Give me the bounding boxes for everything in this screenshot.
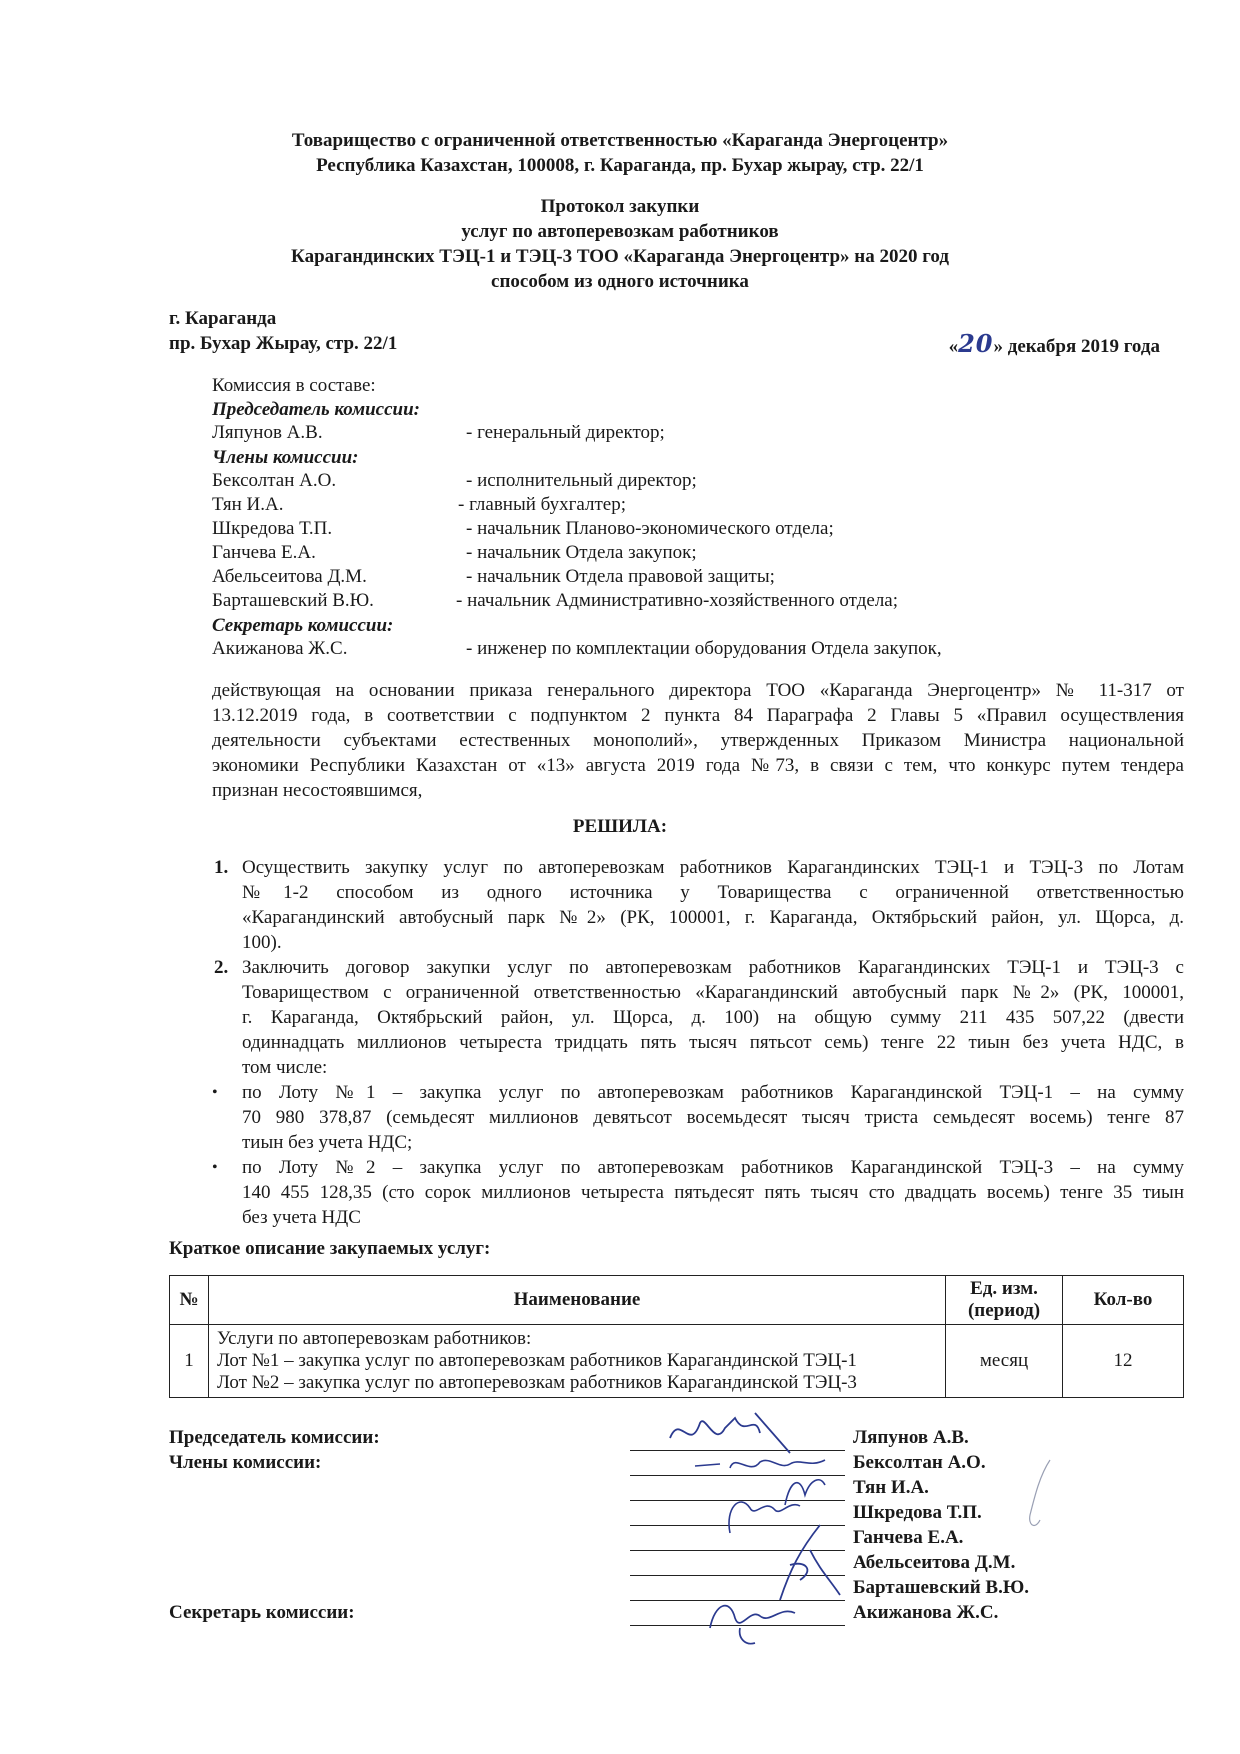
item-line: «Карагандинский автобусный парк №2» (РК, 100001, г. Караганда, Октябрьский район, ул. Щорса, д.	[242, 907, 1184, 928]
member-name: Барташевский В.Ю.	[212, 590, 374, 611]
services-heading: Краткое описание закупаемых услуг:	[169, 1238, 491, 1259]
column-header-unit	[946, 1276, 1063, 1325]
member-name: Тян И.А.	[212, 494, 284, 515]
bullet-icon: •	[212, 1159, 218, 1176]
member-row	[212, 542, 1112, 567]
member-name: Шкредова Т.П.	[212, 518, 333, 539]
item-line: 70 980 378,87 (семьдесят миллионов девятьсот восемьдесят тысяч триста семьдесят восемь) тенге 87	[242, 1107, 1184, 1128]
paragraph-line: действующая на основании приказа генерального директора ТОО «Караганда Энергоцентр» № 11-317 от	[212, 680, 1184, 701]
unit-header-line-2: (период)	[967, 1300, 1041, 1321]
item-line: 140 455 128,35 (сто сорок миллионов четыреста пятьдесят пять тысяч сто двадцать восемь) тенге 35 тиын	[242, 1182, 1184, 1203]
company-line: Товарищество с ограниченной ответственностью «Караганда Энергоцентр»	[291, 130, 949, 151]
address-line: Республика Казахстан, 100008, г. Караганда, пр. Бухар жырау, стр. 22/1	[316, 155, 924, 176]
item-line: по Лоту №2 – закупка услуг по автоперевозкам работников Карагандинской ТЭЦ-3 – на сумму	[242, 1157, 1184, 1178]
member-role: - главный бухгалтер;	[458, 494, 626, 515]
signatory-name: Абельсеитова Д.М.	[853, 1552, 1016, 1573]
item-line: по Лоту №1 – закупка услуг по автоперевозкам работников Карагандинской ТЭЦ-1 – на сумму	[242, 1082, 1184, 1103]
paragraph-line: 13.12.2019 года, в соответствии с подпунктом 2 пункта 84 Параграфа 2 Главы 5 «Правил осуществления	[212, 705, 1184, 726]
decision-heading: РЕШИЛА:	[572, 816, 668, 837]
secretary-heading: Секретарь комиссии:	[212, 615, 394, 636]
member-role: - инженер по комплектации оборудования Отдела закупок,	[466, 638, 942, 659]
name-line: Услуги по автоперевозкам работников:	[217, 1328, 532, 1349]
item-line: №1-2 способом из одного источника у Товарищества с ограниченной ответственностью	[242, 882, 1184, 903]
list-number: 1.	[214, 857, 229, 878]
member-name: Ганчева Е.А.	[212, 542, 316, 563]
item-line: г. Караганда, Октябрьский район, ул. Щорса, д. 100) на общую сумму 211 435 507,22 (двести	[242, 1007, 1184, 1028]
item-line: 100).	[242, 932, 282, 953]
member-role: - начальник Административно-хозяйственного отдела;	[456, 590, 899, 611]
member-role: - начальник Отдела правовой защиты;	[466, 566, 775, 587]
cell-name	[209, 1325, 946, 1398]
table-row	[170, 1325, 1184, 1398]
decision-item	[214, 855, 1184, 955]
signatory-name: Ляпунов А.В.	[853, 1427, 969, 1448]
secretary-row	[212, 638, 1112, 663]
member-role: - начальник Планово-экономического отдела;	[466, 518, 834, 539]
lot-item	[212, 1080, 1184, 1155]
list-number: 2.	[214, 957, 229, 978]
member-row	[212, 470, 1112, 495]
member-role: - начальник Отдела закупок;	[466, 542, 697, 563]
document-header	[0, 128, 1240, 178]
member-name: Ляпунов А.В.	[212, 422, 323, 443]
unit-header-line-1: Ед. изм.	[970, 1278, 1038, 1299]
lot-item	[212, 1155, 1184, 1230]
signatory-name: Шкредова Т.П.	[853, 1502, 982, 1523]
basis-paragraph	[212, 678, 1184, 803]
signatory-name: Барташевский В.Ю.	[853, 1577, 1030, 1598]
member-row	[212, 590, 1112, 615]
place-city: г. Караганда	[169, 308, 277, 329]
member-row	[212, 494, 1112, 519]
paragraph-line: экономики Республики Казахстан от «13» августа 2019 года №73, в связи с тем, что конкурс путем тендера	[212, 755, 1184, 776]
commission-intro: Комиссия в составе:	[212, 375, 376, 396]
services-table	[169, 1275, 1184, 1398]
date-open-quote: «	[948, 336, 959, 357]
member-role: - генеральный директор;	[466, 422, 665, 443]
date-day-handwritten: 20	[958, 329, 994, 358]
member-row	[212, 518, 1112, 543]
decision-item	[214, 955, 1184, 1080]
signatory-name: Тян И.А.	[853, 1477, 929, 1498]
signatory-name: Акижанова Ж.С.	[853, 1602, 999, 1623]
paragraph-line: признан несостоявшимся,	[212, 780, 423, 801]
members-heading: Члены комиссии:	[212, 447, 359, 468]
title-line-3: Карагандинских ТЭЦ-1 и ТЭЦ-3 ТОО «Караганда Энергоцентр» на 2020 год	[291, 246, 949, 267]
member-name: Бексолтан А.О.	[212, 470, 337, 491]
paragraph-line: деятельности субъектами естественных монополий», утвержденных Приказом Министра национальной	[212, 730, 1184, 751]
title-line-2: услуг по автоперевозкам работников	[461, 221, 779, 242]
member-name: Абельсеитова Д.М.	[212, 566, 367, 587]
column-header-num: №	[170, 1276, 209, 1325]
cell-qty: 12	[1063, 1325, 1184, 1398]
name-line: Лот №1 – закупка услуг по автоперевозкам работников Карагандинской ТЭЦ-1	[217, 1350, 857, 1371]
item-line: Заключить договор закупки услуг по автоперевозкам работников Карагандинских ТЭЦ-1 и ТЭЦ-3 с	[242, 957, 1184, 978]
item-line: Товариществом с ограниченной ответственностью «Карагандинский автобусный парк №2» (РК, 100001,	[242, 982, 1184, 1003]
title-line-1: Протокол закупки	[540, 196, 700, 217]
document-date	[948, 329, 1160, 359]
member-row	[212, 566, 1112, 591]
signature-chair-label: Председатель комиссии:	[169, 1427, 380, 1448]
date-rest: » декабря 2019 года	[993, 336, 1160, 357]
place-street: пр. Бухар Жырау, стр. 22/1	[169, 333, 398, 354]
member-name: Акижанова Ж.С.	[212, 638, 348, 659]
signatory-name: Бексолтан А.О.	[853, 1452, 986, 1473]
item-line: Осуществить закупку услуг по автоперевозкам работников Карагандинских ТЭЦ-1 и ТЭЦ-3 по Лотам	[242, 857, 1184, 878]
signatory-name: Ганчева Е.А.	[853, 1527, 964, 1548]
title-line-4: способом из одного источника	[491, 271, 749, 292]
name-line: Лот №2 – закупка услуг по автоперевозкам работников Карагандинской ТЭЦ-3	[217, 1372, 857, 1393]
table-header-row	[170, 1276, 1184, 1325]
item-line: без учета НДС	[242, 1207, 361, 1228]
item-line: тиын без учета НДС;	[242, 1132, 413, 1153]
column-header-name: Наименование	[209, 1276, 946, 1325]
cell-num: 1	[170, 1325, 209, 1398]
handwritten-signature	[700, 1588, 810, 1648]
chair-row	[212, 422, 1112, 447]
cell-unit: месяц	[946, 1325, 1063, 1398]
signature-secretary-label: Секретарь комиссии:	[169, 1602, 355, 1623]
chair-heading: Председатель комиссии:	[212, 399, 420, 420]
document-title	[0, 194, 1240, 294]
bullet-icon: •	[212, 1084, 218, 1101]
column-header-qty: Кол-во	[1063, 1276, 1184, 1325]
item-line: одиннадцать миллионов четыреста тридцать пять тысяч пятьсот семь) тенге 22 тиын без учета НДС, в	[242, 1032, 1184, 1053]
item-line: том числе:	[242, 1057, 328, 1078]
handwritten-mark	[1010, 1455, 1060, 1545]
signature-members-label: Члены комиссии:	[169, 1452, 322, 1473]
member-role: - исполнительный директор;	[466, 470, 697, 491]
